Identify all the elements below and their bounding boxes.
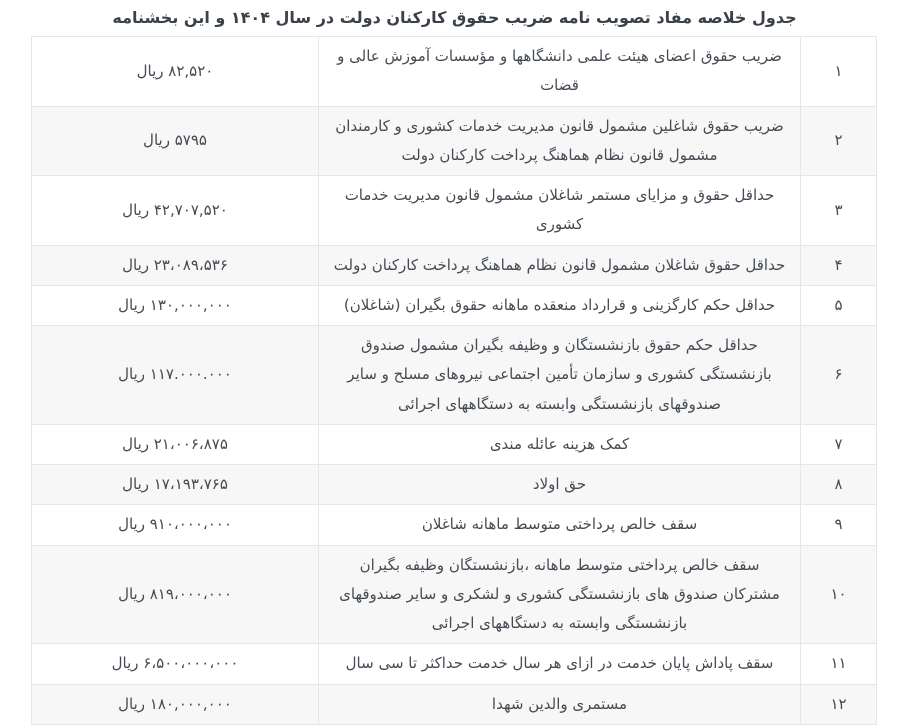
table-row <box>32 545 877 644</box>
value-cell: ۲۱،۰۰۶،۸۷۵ ریال <box>32 424 319 464</box>
row-number-cell: ۱۲ <box>801 684 877 724</box>
row-number-cell: ۸ <box>801 465 877 505</box>
value-cell: ۴۲,۷۰۷,۵۲۰ ریال <box>32 176 319 246</box>
description-cell: کمک هزینه عائله مندی <box>319 424 801 464</box>
table-row <box>32 644 877 684</box>
row-number-cell: ۵ <box>801 285 877 325</box>
value-cell: ۱۷،۱۹۳،۷۶۵ ریال <box>32 465 319 505</box>
description-cell: حداقل حقوق شاغلان مشمول قانون نظام هماهنگ پرداخت کارکنان دولت <box>319 245 801 285</box>
table-row <box>32 684 877 724</box>
table-row <box>32 465 877 505</box>
table-row <box>32 37 877 107</box>
row-number-cell: ۱۱ <box>801 644 877 684</box>
value-cell: ۱۸۰,۰۰۰,۰۰۰ ریال <box>32 684 319 724</box>
description-cell: سقف خالص پرداختی متوسط ماهانه شاغلان <box>319 505 801 545</box>
row-number-cell: ۲ <box>801 106 877 176</box>
description-cell: حداقل حکم حقوق بازنشستگان و وظیفه بگیران مشمول صندوق بازنشستگی کشوری و سازمان تأمین اجتماعی نیروهای مسلح و سایر صندوقهای بازنشستگی وابسته به دستگاههای اجرائی <box>319 326 801 425</box>
page-title: جدول خلاصه مفاد تصویب نامه ضریب حقوق کارکنان دولت در سال ۱۴۰۴ و این بخشنامه <box>112 8 797 27</box>
salary-table-body <box>32 37 877 725</box>
value-cell: ۱۱۷.۰۰۰.۰۰۰ ریال <box>32 326 319 425</box>
row-number-cell: ۶ <box>801 326 877 425</box>
value-cell: ۹۱۰،۰۰۰،۰۰۰ ریال <box>32 505 319 545</box>
table-row <box>32 285 877 325</box>
table-row <box>32 505 877 545</box>
row-number-cell: ۳ <box>801 176 877 246</box>
description-cell: حق اولاد <box>319 465 801 505</box>
table-row <box>32 326 877 425</box>
row-number-cell: ۹ <box>801 505 877 545</box>
description-cell: حداقل حقوق و مزایای مستمر شاغلان مشمول قانون مدیریت خدمات کشوری <box>319 176 801 246</box>
salary-table <box>31 36 877 725</box>
value-cell: ۶،۵۰۰،۰۰۰،۰۰۰ ریال <box>32 644 319 684</box>
description-cell: سقف پاداش پایان خدمت در ازای هر سال خدمت حداکثر تا سی سال <box>319 644 801 684</box>
value-cell: ۸۲,۵۲۰ ریال <box>32 37 319 107</box>
value-cell: ۸۱۹،۰۰۰،۰۰۰ ریال <box>32 545 319 644</box>
row-number-cell: ۱ <box>801 37 877 107</box>
description-cell: ضریب حقوق اعضای هیئت علمی دانشگاهها و مؤسسات آموزش عالی و قضات <box>319 37 801 107</box>
description-cell: مستمری والدین شهدا <box>319 684 801 724</box>
value-cell: ۱۳۰,۰۰۰,۰۰۰ ریال <box>32 285 319 325</box>
row-number-cell: ۱۰ <box>801 545 877 644</box>
row-number-cell: ۴ <box>801 245 877 285</box>
row-number-cell: ۷ <box>801 424 877 464</box>
table-row <box>32 424 877 464</box>
value-cell: ۲۳،۰۸۹،۵۳۶ ریال <box>32 245 319 285</box>
description-cell: حداقل حکم کارگزینی و قرارداد منعقده ماهانه حقوق بگیران (شاغلان) <box>319 285 801 325</box>
description-cell: ضریب حقوق شاغلین مشمول قانون مدیریت خدمات کشوری و کارمندان مشمول قانون نظام هماهنگ پرداخت کارکنان دولت <box>319 106 801 176</box>
description-cell: سقف خالص پرداختی متوسط ماهانه ،بازنشستگان وظیفه بگیران مشترکان صندوق های بازنشستگی کشوری و لشکری و سایر صندوقهای بازنشستگی وابسته به دستگاههای اجرائی <box>319 545 801 644</box>
table-row <box>32 245 877 285</box>
value-cell: ۵۷۹۵ ریال <box>32 106 319 176</box>
table-row <box>32 106 877 176</box>
table-row <box>32 176 877 246</box>
